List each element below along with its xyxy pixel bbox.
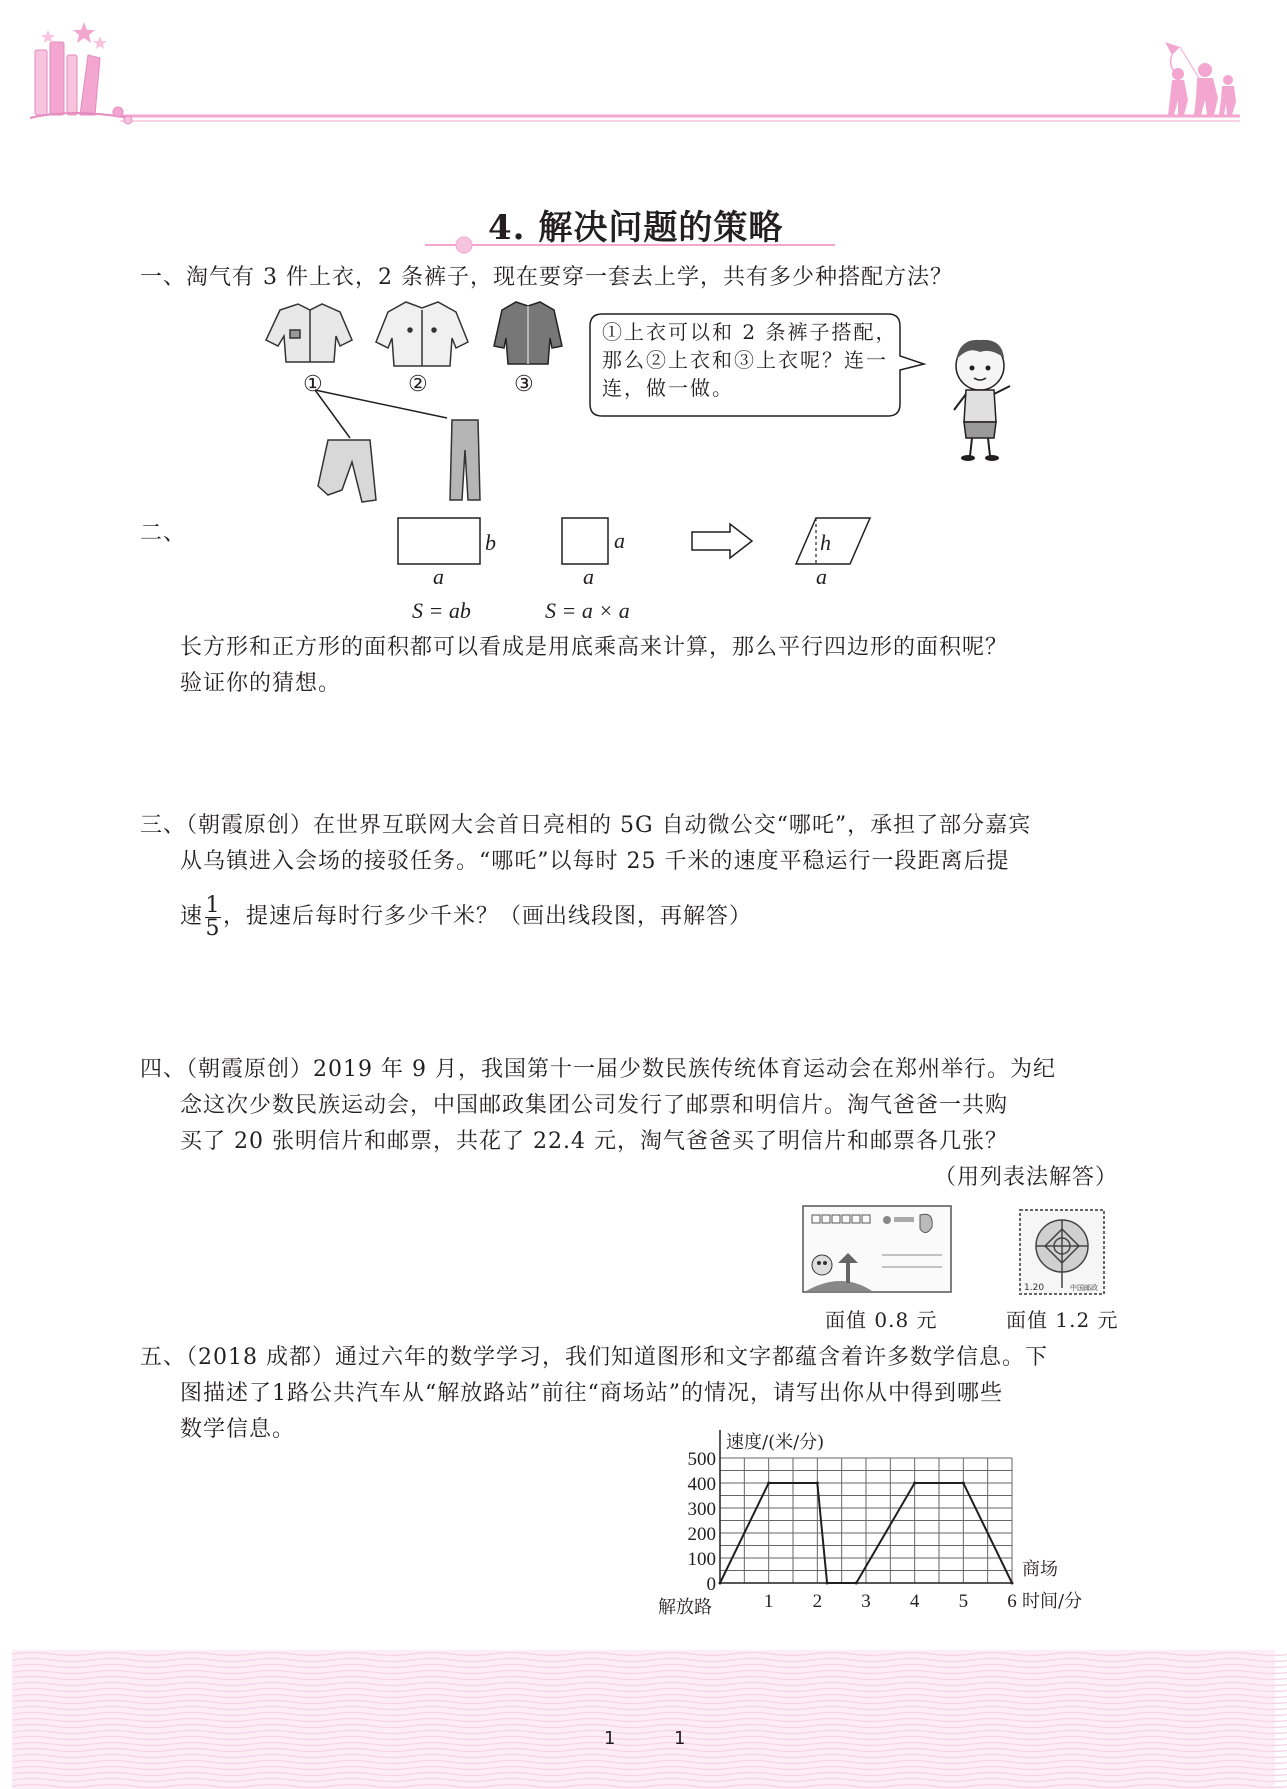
stamp-value-text: 1.20 bbox=[1024, 1283, 1045, 1293]
page-number-left: 1 bbox=[604, 1728, 616, 1749]
parallelogram-shape bbox=[796, 518, 870, 564]
speed-data-point bbox=[816, 1482, 819, 1485]
square-shape bbox=[562, 518, 608, 564]
para-a-label: a bbox=[816, 564, 827, 589]
x-tick-label: 4 bbox=[909, 1591, 920, 1612]
q3-line-2: 从乌镇进入会场的接驳任务。“哪吒”以每时 25 千米的速度平稳运行一段距离后提 bbox=[180, 849, 1010, 874]
q4-line-4: （用列表法解答） bbox=[934, 1165, 1119, 1190]
header-decoration bbox=[0, 0, 1287, 140]
cartoon-boy-icon bbox=[940, 330, 1020, 470]
jacket-2-icon bbox=[376, 302, 468, 366]
x-tick-label: 6 bbox=[1007, 1591, 1017, 1612]
x-tick-label: 5 bbox=[958, 1591, 969, 1612]
q3-line-3 bbox=[180, 892, 752, 942]
rect-b-label: b bbox=[485, 530, 496, 555]
q2-text-line-2: 验证你的猜想。 bbox=[180, 671, 342, 696]
postcard-price: 面值 0.8 元 bbox=[825, 1308, 938, 1332]
x-tick-label: 2 bbox=[812, 1591, 823, 1612]
q2-shapes bbox=[390, 510, 950, 610]
bubble-line-2: 那么②上衣和③上衣呢？连一 bbox=[602, 348, 888, 372]
speed-data-point bbox=[719, 1582, 722, 1585]
q2-label: 二、 bbox=[140, 521, 187, 546]
speed-data-point bbox=[962, 1482, 965, 1485]
speed-data-point bbox=[855, 1582, 858, 1585]
q3-text-1: （朝霞原创）在世界互联网大会首日亮相的 5G 自动微公交“哪吒”，承担了部分嘉宾 bbox=[186, 813, 1032, 838]
speed-data-point bbox=[767, 1482, 770, 1485]
jacket-1-icon bbox=[266, 304, 352, 362]
q5-line-3: 数学信息。 bbox=[180, 1417, 296, 1442]
pants-1-icon bbox=[318, 440, 376, 502]
kids-kite-icon bbox=[1165, 42, 1236, 115]
start-station-label: 解放路 bbox=[658, 1597, 712, 1618]
speed-data-point bbox=[826, 1582, 829, 1585]
q4-text-1: （朝霞原创）2019 年 9 月，我国第十一届少数民族传统体育运动会在郑州举行。为纪 bbox=[186, 1057, 1056, 1082]
q2-text-line-1: 长方形和正方形的面积都可以看成是用底乘高来计算，那么平行四边形的面积呢？ bbox=[180, 635, 1009, 660]
y-tick-label: 200 bbox=[687, 1524, 716, 1545]
q4-line-1 bbox=[140, 1052, 1056, 1088]
q5-line-1 bbox=[140, 1340, 1048, 1376]
y-tick-label: 500 bbox=[687, 1449, 716, 1470]
match-line-1 bbox=[315, 390, 350, 438]
y-tick-label: 400 bbox=[687, 1474, 716, 1495]
q4-line-3: 买了 20 张明信片和邮票，共花了 22.4 元，淘气爸爸买了明信片和邮票各几张？ bbox=[180, 1129, 1008, 1154]
stamp-image bbox=[1018, 1208, 1108, 1298]
jacket-3-icon bbox=[494, 302, 562, 364]
x-tick-label: 1 bbox=[763, 1591, 774, 1612]
q1-label: 一、 bbox=[140, 265, 187, 290]
q5-label: 五、 bbox=[140, 1345, 187, 1370]
q4-label: 四、 bbox=[140, 1057, 187, 1082]
fraction-one-fifth bbox=[205, 892, 221, 941]
formula-rectangle: S = ab bbox=[412, 598, 471, 623]
speed-data-point bbox=[1011, 1582, 1014, 1585]
x-axis-label: 时间/分 bbox=[1022, 1591, 1083, 1612]
page-title: 4. 解决问题的策略 bbox=[488, 208, 784, 248]
stamp-caption-text: 中国邮政 bbox=[1070, 1284, 1098, 1292]
q3-text-post: ，提速后每时行多少千米？（画出线段图，再解答） bbox=[223, 904, 753, 929]
pants-2-icon bbox=[450, 420, 480, 500]
para-h-label: h bbox=[820, 530, 831, 555]
y-tick-label: 0 bbox=[706, 1574, 716, 1595]
q3-label: 三、 bbox=[140, 813, 187, 838]
q5-line-2: 图描述了1路公共汽车从“解放路站”前往“商场站”的情况，请写出你从中得到哪些 bbox=[180, 1381, 1003, 1406]
title-underline bbox=[0, 236, 1287, 256]
q4-line-2: 念这次少数民族运动会，中国邮政集团公司发行了邮票和明信片。淘气爸爸一共购 bbox=[180, 1093, 1009, 1118]
formula-square: S = a × a bbox=[545, 598, 630, 623]
bubble-line-3: 连，做一做。 bbox=[602, 376, 734, 400]
bubble-line-1: ①上衣可以和 2 条裤子搭配， bbox=[602, 320, 898, 344]
shirt-label-3: ③ bbox=[514, 372, 534, 397]
q3-text-pre: 速 bbox=[180, 904, 204, 929]
rect-a-label: a bbox=[433, 564, 444, 589]
shirt-label-1: ① bbox=[303, 372, 323, 397]
fraction-numerator: 1 bbox=[205, 892, 221, 918]
page-number-right: 1 bbox=[674, 1728, 686, 1749]
speed-data-point bbox=[913, 1482, 916, 1485]
books-logo-icon bbox=[30, 22, 132, 124]
header-pink-lines bbox=[0, 0, 1287, 140]
q5-text-1: （2018 成都）通过六年的数学学习，我们知道图形和文字都蕴含着许多数学信息。下 bbox=[186, 1345, 1048, 1370]
square-side-label: a bbox=[614, 528, 625, 553]
y-tick-label: 300 bbox=[687, 1499, 716, 1520]
q1-question: 淘气有 3 件上衣，2 条裤子，现在要穿一套去上学，共有多少种搭配方法？ bbox=[186, 265, 953, 290]
bubble-text bbox=[602, 318, 897, 402]
stamp-price: 面值 1.2 元 bbox=[1006, 1308, 1119, 1332]
y-axis-label: 速度/(米/分) bbox=[726, 1432, 825, 1453]
footer-wave-background bbox=[0, 1650, 1287, 1789]
end-station-label: 商场 bbox=[1022, 1559, 1058, 1580]
shirt-label-2: ② bbox=[408, 372, 428, 397]
speed-time-chart bbox=[658, 1420, 1110, 1620]
postcard-image bbox=[802, 1205, 952, 1295]
square-a-label: a bbox=[583, 564, 594, 589]
y-tick-label: 100 bbox=[687, 1549, 716, 1570]
arrow-right-icon bbox=[692, 524, 752, 558]
rectangle-shape bbox=[398, 518, 480, 564]
fraction-denominator: 5 bbox=[205, 915, 221, 941]
x-tick-label: 3 bbox=[861, 1591, 871, 1612]
q3-line-1 bbox=[140, 808, 1031, 844]
